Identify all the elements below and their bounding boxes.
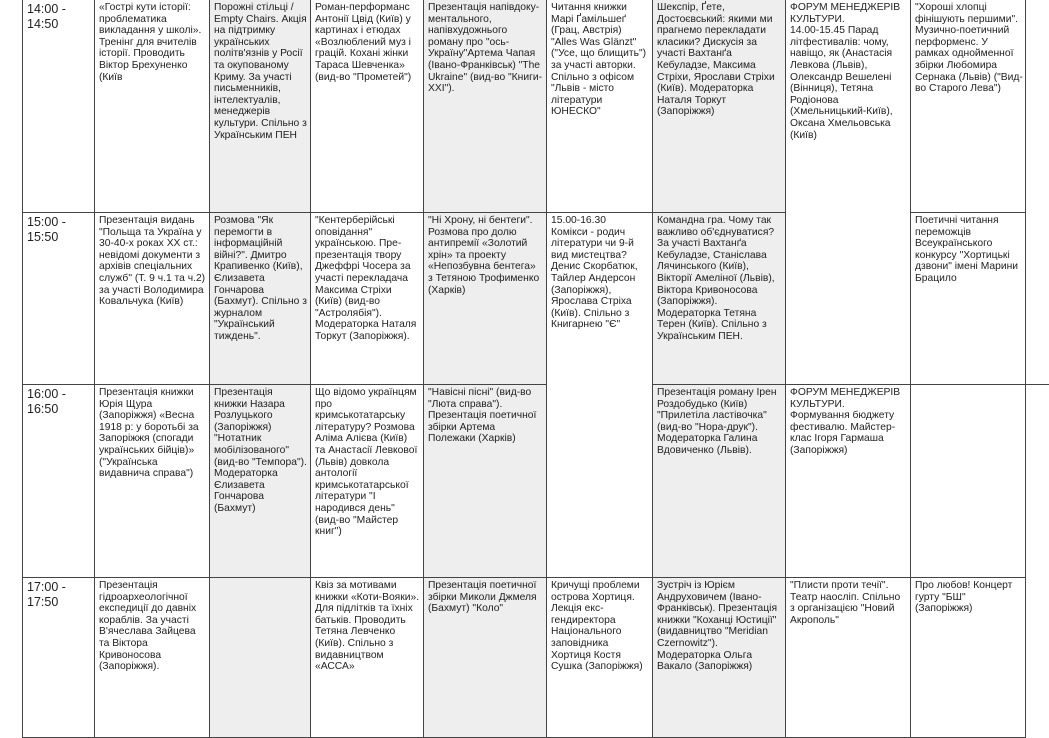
row-divider — [22, 212, 785, 213]
column-divider — [423, 0, 424, 738]
program-cell: «Гострі кути історії: проблематика викладання у школі». Тренінг для вчителів історії. Проводить Віктор Брехуненко (Київ — [99, 2, 202, 83]
program-cell: Презентація напівдоку-ментального, напівхудожнього роману про "ось-Україну"Артема Чапая (Івано-Франківськ) "The Ukraine" (вид-во "Книги-ХХІ"). — [423, 0, 546, 213]
column-divider — [546, 0, 547, 738]
program-cell: Роман-перформанс Антонії Цвід (Київ) у картинах і етюдах «Возлюблений муз і грацій. Кохані жінки Тараса Шевченка» (вид-во "Прометей") — [315, 2, 412, 83]
program-cell: Командна гра. Чому так важливо об'єднуватися? За участі Вахтанґа Кебуладзе, Станіслава Лячинського (Київ), Вікторії Амеліної (Львів), Віктора Кривоносова (Запоріжжя). Модераторка Тетяна Терен (Київ). Спільно з Українським ПЕН. — [652, 213, 785, 385]
program-cell: Поетичні читання переможців Всеукраїнського конкурсу "Хортицькі дзвони" імені Марини Брацило — [915, 215, 1019, 284]
program-cell: ФОРУМ МЕНЕДЖЕРІВ КУЛЬТУРИ. 14.00-15.45 Парад літфестивалів: чому, навіщо, як (Анастасія Левкова (Львів), Олександр Вешелені (Вінниця), Тетяна Родіонова (Хмельницький-Київ), Оксана Хмельовська (Київ) — [790, 2, 901, 141]
time-slot: 17:00 - 17:50 — [27, 580, 66, 609]
program-cell: Читання книжки Марі Ґамільшеґ (Грац, Австрія) "Alles Was Glänzt" ("Усе, що блищить") за участі авторки. Спільно з офісом "Львів - місто літератури ЮНЕСКО" — [551, 2, 647, 118]
column-divider — [652, 0, 653, 738]
program-cell: Що відомо українцям про кримськотатарську літературу? Розмова Аліма Алієва (Київ) та Анастасії Левкової (Львів) довкола антології кримськотатарської літератури "І народився день" (вид-во "Майстер книг") — [315, 387, 418, 538]
program-cell: 15.00-16.30 Комікси - родич літератури чи 9-й вид мистецтва? Денис Скорбатюк, Тайлер Андерсон (Запоріжжя), Ярослава Стріха (Київ). Спільно з Книгарнею "Є" — [551, 215, 638, 331]
program-cell: Презентація гідроархеологічної експедиції до давніх кораблів. За участі В'ячеслава Зайцева та Віктора Кривоносова (Запоріжжя). — [99, 580, 197, 673]
program-cell: Презентація видань "Польща та Україна у 30-40-х роках ХХ ст.: невідомі документи з архівів спеціальних служб" (Т. 9 ч.1 та ч.2) за участі Володимира Ковальчука (Київ) — [99, 215, 206, 308]
program-cell: "Ні Хрону, ні бентеги". Розмова про долю антипремії «Золотий хрін» та проекту «Непозбувна бентега» з Тетяною Трофименко (Харків) — [423, 213, 546, 385]
program-cell: ФОРУМ МЕНЕДЖЕРІВ КУЛЬТУРИ. Формування бюджету фестивалю. Майстер-клас Ігоря Гармаша (Запоріжжя) — [790, 387, 901, 456]
program-cell: "Навісні пісні" (вид-во "Люта справа"). Презентація поетичної збірки Артема Полежаки (Харків) — [423, 385, 546, 578]
program-cell: Презентація книжки Назара Розлуцького (Запоріжжя) "Нотатник мобілізованого" (вид-во "Темпора"). Модераторка Єлизавета Гончарова (Бахмут) — [209, 385, 310, 578]
time-slot: 14:00 - 14:50 — [27, 2, 66, 31]
program-cell — [546, 385, 652, 578]
program-cell: Розмова "Як перемогти в інформаційній війні?". Дмитро Крапивенко (Київ), Єлизавета Гончарова (Бахмут). Спільно з журналом "Український тиждень". — [209, 213, 310, 385]
program-cell — [785, 213, 910, 385]
column-divider — [209, 0, 210, 738]
program-cell: Кричущі проблеми острова Хортиця. Лекція екс-гендиректора Національного заповідника Хортиця Костя Сушка (Запоріжжя) — [551, 580, 643, 673]
row-divider — [22, 577, 1026, 578]
program-cell: Презентація книжки Юрія Щура (Запоріжжя) «Весна 1918 р: у боротьбі за Запоріжжя (спогади українських бійців)» ("Українська видавнича справа") — [99, 387, 199, 480]
program-cell: Шекспір, Ґете, Достоєвський: якими ми прагнемо перекладати класики? Дискусія за участі Вахтанґа Кебуладзе, Максима Стріхи, Ярослави Стріхи (Київ). Модераторка Наталя Торкут (Запоріжжя) — [652, 0, 785, 213]
program-cell: Зустріч із Юрієм Андруховичем (Івано-Франківськ). Презентація книжки "Коханці Юстиції" (видавництво "Meridian Czernowitz"). Модераторка Ольга Вакало (Запоріжжя) — [652, 578, 785, 738]
program-cell: Презентація поетичної збірки Миколи Джмеля (Бахмут) "Коло" — [423, 578, 546, 738]
program-cell: Квіз за мотивами книжки «Коти-Вояки». Для підлітків та їхніх батьків. Проводить Тетяна Левченко (Київ). Спільно з видавництвом «АССА» — [315, 580, 420, 673]
column-divider — [94, 0, 95, 738]
column-divider — [910, 0, 911, 738]
program-cell: Про любов! Концерт гурту "БШ" (Запоріжжя) — [915, 580, 1013, 615]
program-cell: "Хороші хлопці фінішують першими". Музично-поетичний перформенс. У рамках однойменної збірки Любомира Сернака (Львів) ("Вид-во Старого Лева") — [915, 2, 1023, 95]
row-divider — [652, 384, 1049, 385]
column-divider — [1025, 0, 1026, 738]
program-cell — [910, 385, 1026, 578]
column-divider — [22, 0, 23, 738]
time-slot: 16:00 - 16:50 — [27, 387, 66, 416]
program-cell — [209, 578, 310, 738]
row-divider — [22, 384, 546, 385]
column-divider — [310, 0, 311, 738]
program-cell: Порожні стільці / Empty Chairs. Акція на підтримку українських політв'язнів у Росії та окупованому Криму. За участі письменників, інтелектуалів, менеджерів культури. Спільно з Українським ПЕН — [209, 0, 310, 213]
row-divider — [910, 212, 1026, 213]
column-divider — [785, 0, 786, 738]
time-slot: 15:00 - 15:50 — [27, 215, 66, 244]
program-cell: "Кентерберійські оповідання" українською. Пре-презентація твору Джеффрі Чосера за участі перекладача Максима Стріхи (Київ) (вид-во "Астролябія"). Модераторка Наталя Торкут (Запоріжжя). — [315, 215, 417, 342]
program-cell: "Плисти проти течії". Театр наосліп. Спільно з організацією "Новий Акрополь" — [790, 580, 901, 626]
program-cell: Презентація роману Ірен Роздобудько (Київ) "Прилетіла ластівочка" (вид-во "Нора-друк"). Модераторка Галина Вдовиченко (Львів). — [652, 385, 785, 578]
